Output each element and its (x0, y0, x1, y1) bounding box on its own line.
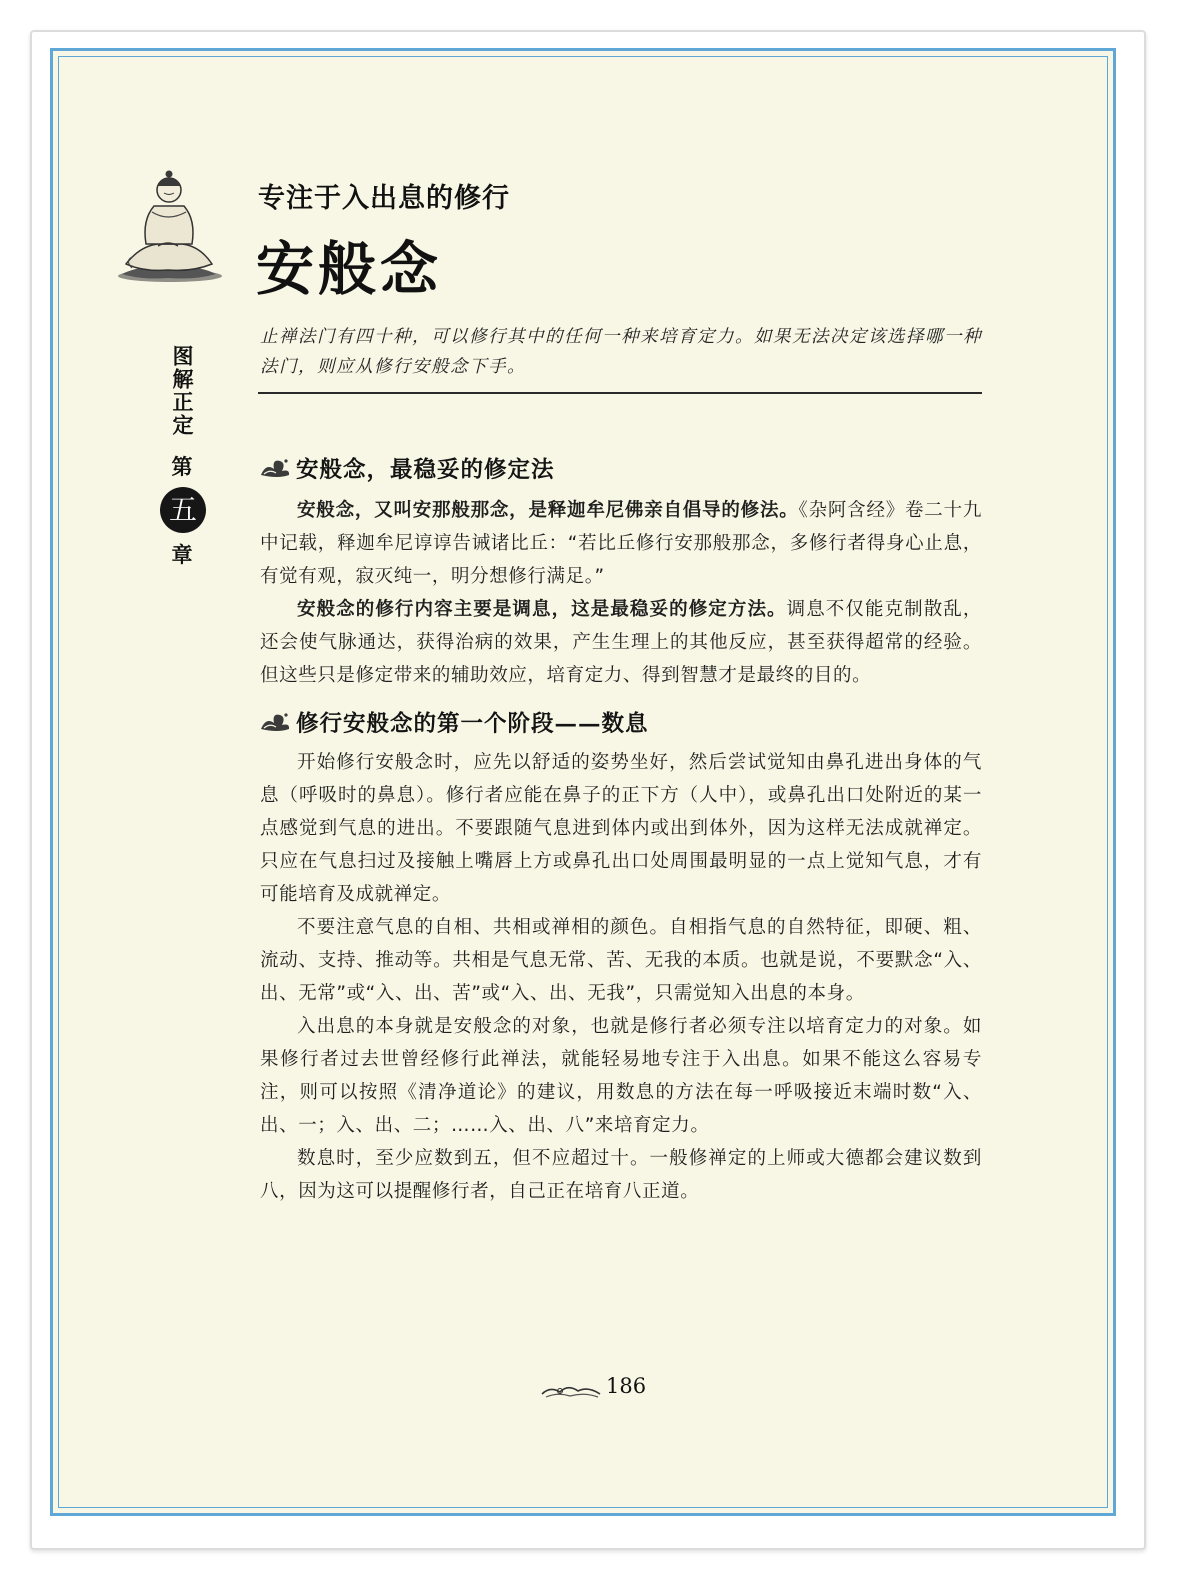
lotus-ornament-icon (258, 455, 292, 481)
buddha-illustration (112, 160, 224, 285)
paragraph-lead: 安般念，又叫安那般那念，是释迦牟尼佛亲自倡导的修法。 (297, 500, 799, 521)
page-subtitle: 专注于入出息的修行 (258, 183, 510, 214)
header-divider (258, 392, 982, 394)
paragraph-text: 数息时，至少应数到五，但不应超过十。一般修禅定的上师或大德都会建议数到八，因为这可以提醒修行者，自己正在培育八正道。 (260, 1148, 982, 1202)
intro-text: 止禅法门有四十种，可以修行其中的任何一种来培育定力。如果无法决定该选择哪一种法门，则应从修行安般念下手。 (260, 327, 982, 377)
paragraph (260, 911, 982, 1010)
lotus-ornament-icon (258, 709, 292, 735)
page-number: 186 (606, 1374, 647, 1398)
paragraph-text: 《杂阿含经》卷二十九中记载，释迦牟尼谆谆告诫诸比丘：“若比丘修行安那般那念，多修行者得身心止息，有觉有观，寂灭纯一，明分想修行满足。” (260, 500, 982, 587)
paragraph (260, 1142, 982, 1208)
page-title: 安般念 (256, 235, 443, 303)
chapter-number-badge: 五 (160, 487, 206, 533)
section-body (260, 494, 982, 692)
section-heading-text: 修行安般念的第一个阶段——数息 (296, 711, 649, 737)
section-heading (258, 706, 649, 738)
section-heading-text: 安般念，最稳妥的修定法 (296, 457, 555, 483)
paragraph-text: 调息不仅能克制散乱，还会使气脉通达，获得治病的效果，产生生理上的其他反应，甚至获得超常的经验。但这些只是修定带来的辅助效应，培育定力、得到智慧才是最终的目的。 (260, 599, 982, 686)
section-heading (258, 452, 555, 484)
paragraph-text: 开始修行安般念时，应先以舒适的姿势坐好，然后尝试觉知由鼻孔进出身体的气息（呼吸时的鼻息）。修行者应能在鼻子的正下方（人中），或鼻孔出口处附近的某一点感觉到气息的进出。不要跟随气息进到体内或出到体外，因为这样无法成就禅定。只应在气息扫过及接触上嘴唇上方或鼻孔出口处周围最明显的一点上觉知气息，才有可能培育及成就禅定。 (260, 752, 982, 905)
paragraph (260, 746, 982, 911)
chapter-side-tab (160, 345, 204, 569)
paragraph (260, 593, 982, 692)
paragraph (260, 494, 982, 593)
chapter-suffix: 章 (171, 543, 193, 567)
chapter-prefix: 第 (171, 455, 193, 479)
paragraph-text: 不要注意气息的自相、共相或禅相的颜色。自相指气息的自然特征，即硬、粗、流动、支持、推动等。共相是气息无常、苦、无我的本质。也就是说，不要默念“入、出、无常”或“入、出、苦”或“入、出、无我”，只需觉知入出息的本身。 (260, 917, 982, 1004)
paragraph-text: 入出息的本身就是安般念的对象，也就是修行者必须专注以培育定力的对象。如果修行者过去世曾经修行此禅法，就能轻易地专注于入出息。如果不能这么容易专注，则可以按照《清净道论》的建议，用数息的方法在每一呼吸接近末端时数“入、出、一；入、出、二；……入、出、八”来培育定力。 (260, 1016, 982, 1136)
paragraph (260, 1010, 982, 1142)
section-body (260, 746, 982, 1208)
series-label: 图解正定 (170, 345, 194, 437)
paragraph-lead: 安般念的修行内容主要是调息，这是最稳妥的修定方法。 (297, 599, 787, 620)
cloud-ornament-icon (540, 1382, 604, 1402)
page-number-footer (540, 1374, 660, 1408)
